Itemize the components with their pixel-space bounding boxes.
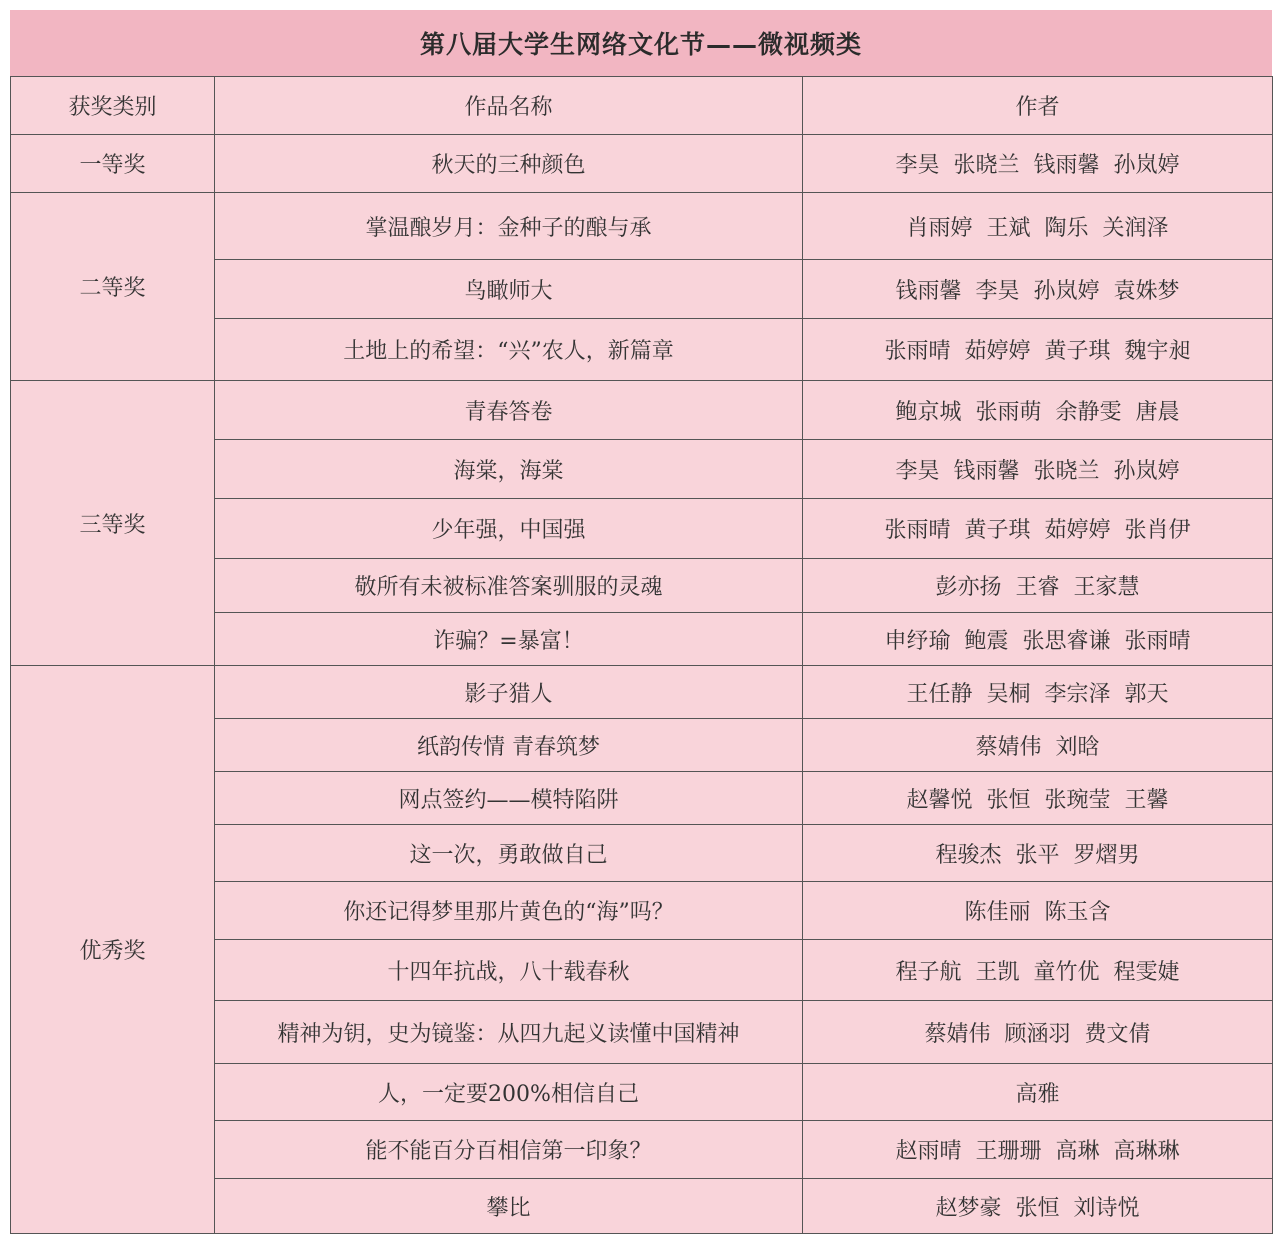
table-title: 第八届大学生网络文化节——微视频类: [10, 10, 1272, 76]
work-authors: 彭亦扬 王睿 王家慧: [803, 559, 1273, 613]
table-row: [11, 381, 1273, 440]
work-authors: 赵梦豪 张恒 刘诗悦: [803, 1179, 1273, 1234]
award-category: 三等奖: [11, 381, 215, 666]
work-title: 这一次，勇敢做自己: [215, 825, 803, 882]
award-category: 一等奖: [11, 135, 215, 193]
work-authors: 肖雨婷 王斌 陶乐 关润泽: [803, 193, 1273, 260]
header-category: 获奖类别: [11, 77, 215, 135]
work-title: 海棠，海棠: [215, 440, 803, 499]
work-authors: 王任静 吴桐 李宗泽 郭天: [803, 666, 1273, 719]
work-authors: 赵馨悦 张恒 张琬莹 王馨: [803, 772, 1273, 825]
work-authors: 钱雨馨 李昊 孙岚婷 袁姝梦: [803, 260, 1273, 319]
work-title: 土地上的希望：“兴”农人，新篇章: [215, 319, 803, 381]
work-authors: 陈佳丽 陈玉含: [803, 882, 1273, 940]
work-title: 秋天的三种颜色: [215, 135, 803, 193]
header-author: 作者: [803, 77, 1273, 135]
work-title: 青春答卷: [215, 381, 803, 440]
work-title: 纸韵传情 青春筑梦: [215, 719, 803, 772]
award-category: 二等奖: [11, 193, 215, 381]
table-row: [11, 193, 1273, 260]
table-row: [11, 666, 1273, 719]
work-title: 敬所有未被标准答案驯服的灵魂: [215, 559, 803, 613]
work-title: 网点签约——模特陷阱: [215, 772, 803, 825]
work-authors: 蔡婧伟 顾涵羽 费文倩: [803, 1001, 1273, 1064]
work-authors: 张雨晴 茹婷婷 黄子琪 魏宇昶: [803, 319, 1273, 381]
work-title: 诈骗？=暴富！: [215, 613, 803, 666]
table-row: [11, 135, 1273, 193]
work-title: 鸟瞰师大: [215, 260, 803, 319]
work-title: 人，一定要200%相信自己: [215, 1064, 803, 1121]
work-authors: 申纾瑜 鲍震 张思睿谦 张雨晴: [803, 613, 1273, 666]
work-authors: 李昊 张晓兰 钱雨馨 孙岚婷: [803, 135, 1273, 193]
header-row: [11, 77, 1273, 135]
work-title: 你还记得梦里那片黄色的“海”吗？: [215, 882, 803, 940]
work-title: 十四年抗战，八十载春秋: [215, 940, 803, 1001]
header-work: 作品名称: [215, 77, 803, 135]
work-authors: 程子航 王凯 童竹优 程雯婕: [803, 940, 1273, 1001]
work-authors: 李昊 钱雨馨 张晓兰 孙岚婷: [803, 440, 1273, 499]
work-title: 精神为钥，史为镜鉴：从四九起义读懂中国精神: [215, 1001, 803, 1064]
awards-sheet: [10, 10, 1272, 1234]
work-authors: 程骏杰 张平 罗熠男: [803, 825, 1273, 882]
work-title: 少年强，中国强: [215, 499, 803, 559]
work-authors: 张雨晴 黄子琪 茹婷婷 张肖伊: [803, 499, 1273, 559]
work-title: 掌温酿岁月：金种子的酿与承: [215, 193, 803, 260]
award-category: 优秀奖: [11, 666, 215, 1234]
work-title: 能不能百分百相信第一印象？: [215, 1121, 803, 1179]
work-authors: 蔡婧伟 刘晗: [803, 719, 1273, 772]
work-title: 攀比: [215, 1179, 803, 1234]
work-authors: 高雅: [803, 1064, 1273, 1121]
work-authors: 鲍京城 张雨萌 余静雯 唐晨: [803, 381, 1273, 440]
awards-table: [10, 76, 1273, 1234]
work-title: 影子猎人: [215, 666, 803, 719]
work-authors: 赵雨晴 王珊珊 高琳 高琳琳: [803, 1121, 1273, 1179]
